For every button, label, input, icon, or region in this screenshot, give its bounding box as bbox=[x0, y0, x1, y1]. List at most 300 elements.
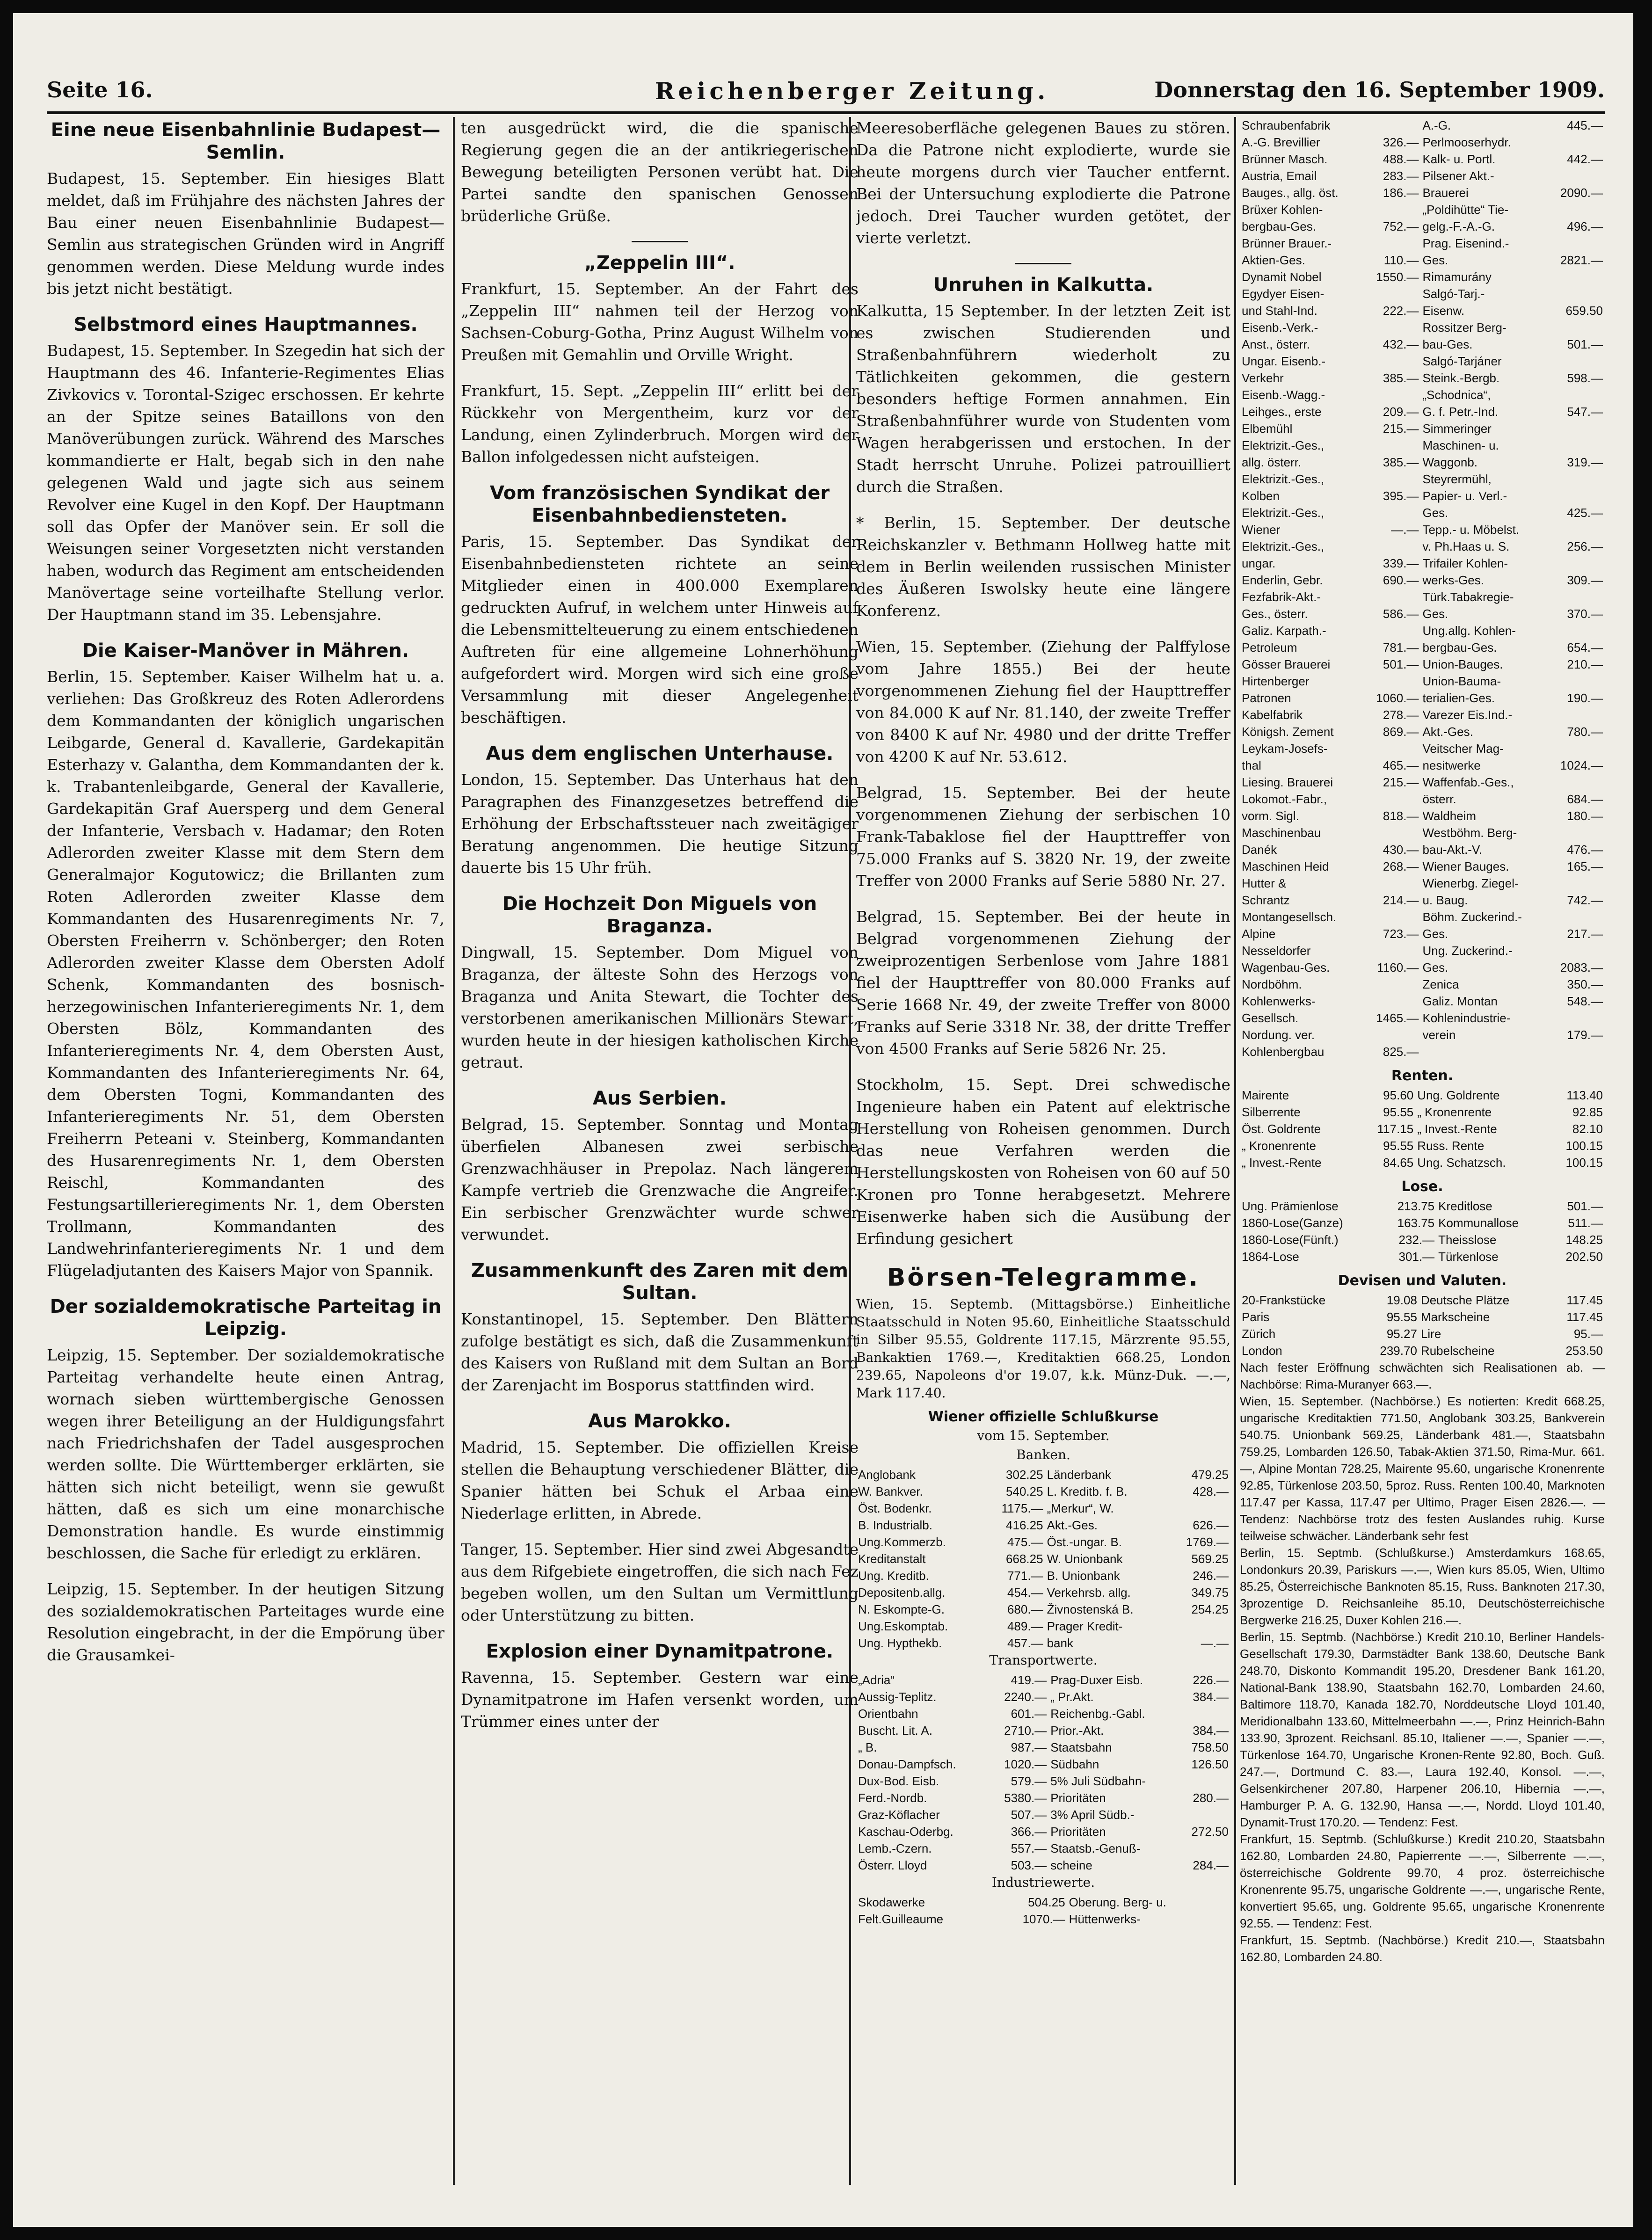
quote-name: Prag. Eisenind.- bbox=[1422, 236, 1509, 250]
quote-value: 771.— bbox=[1007, 1569, 1043, 1583]
quote-name: Prioritäten bbox=[1050, 1791, 1106, 1805]
quote-row bbox=[1240, 824, 1605, 841]
quote-name: Pilsener Akt.- bbox=[1422, 169, 1494, 183]
quote-name: Aussig-Teplitz. bbox=[858, 1690, 937, 1704]
issue-date: Donnerstag den 16. September 1909. bbox=[1154, 77, 1605, 102]
article-body: Madrid, 15. September. Die offiziellen Kreise stellen die Behauptung verschiedener Blätter, die Spanier hätten bei Schuk el Arbaa eine Niederlage erlitten, in Abrede. bbox=[461, 1438, 859, 1522]
quote-name: Salgó-Tarjáner bbox=[1422, 354, 1502, 368]
article-body: Belgrad, 15. September. Bei der heute vorgenommenen Ziehung der serbischen 10 Frank-Tabaklose fiel der Haupttreffer von 75.000 Franks auf S. 3820 Nr. 19, der zweite Treffer von 2000 Franks auf Serie 5880 Nr. 27. bbox=[856, 784, 1230, 890]
quote-name: Aktien-Ges. bbox=[1242, 253, 1305, 267]
quote-name: Petroleum bbox=[1242, 640, 1297, 655]
quote-name: Eisenb.-Wagg.- bbox=[1242, 388, 1325, 402]
article-body: ten ausgedrückt wird, die die spanische Regierung gegen die an der antikriegerischen Bewegung beteiligten Personen verübt hat. Die Partei sandte den spanischen Genossen brüderliche Grüße. bbox=[461, 119, 859, 225]
quote-value: 504.25 bbox=[1028, 1895, 1065, 1909]
quote-value: 319.— bbox=[1567, 455, 1603, 469]
quote-row bbox=[1240, 1104, 1605, 1120]
quote-row bbox=[856, 1739, 1230, 1756]
quote-row bbox=[1240, 1248, 1605, 1265]
article-body: Tanger, 15. September. Hier sind zwei Abgesandte aus dem Rifgebiete eingetroffen, die sich nach Fez begeben wollen, um den Sultan um Vermittlung oder Unterstützung zu bitten. bbox=[461, 1540, 859, 1624]
quote-value: 95.27 bbox=[1386, 1327, 1417, 1341]
quote-name: Österr. Lloyd bbox=[858, 1858, 927, 1872]
quote-value bbox=[1363, 993, 1420, 1010]
quote-value: 186.— bbox=[1383, 186, 1419, 200]
quote-row bbox=[1240, 858, 1605, 875]
article-body: Meeresoberfläche gelegenen Baues zu stören. Da die Patrone nicht explodierte, wurde sie heute morgens durch vier Taucher entfernt. Bei der Untersuchung explodierte die Patrone jedoch. Drei Taucher wurden getötet, der vierte verletzt. bbox=[856, 119, 1230, 247]
quote-name: Zenica bbox=[1422, 977, 1459, 991]
quote-value bbox=[1177, 1773, 1230, 1789]
column-rule bbox=[1234, 117, 1236, 2185]
quote-name: Graz-Köflacher bbox=[858, 1808, 940, 1822]
quote-name: u. Baug. bbox=[1422, 893, 1468, 907]
article bbox=[856, 512, 1230, 622]
article-body: Frankfurt, 15. Sept. „Zeppelin III“ erlitt bei der Rückkehr von Mergentheim, kurz vor der Landung, einen Zylinderbruch. Morgen wird der Ballon infolgedessen nicht aufsteigen. bbox=[461, 382, 859, 466]
quote-value bbox=[1363, 504, 1420, 521]
quote-row bbox=[1240, 370, 1605, 386]
quote-value: 384.— bbox=[1193, 1690, 1229, 1704]
quote-name: Buscht. Lit. A. bbox=[858, 1724, 932, 1738]
quote-value: 180.— bbox=[1567, 809, 1603, 823]
quote-value: 496.— bbox=[1567, 219, 1603, 233]
quote-name: Kalk- u. Portl. bbox=[1422, 152, 1496, 166]
quote-name: Nesseldorfer bbox=[1242, 944, 1311, 958]
quote-value: 1020.— bbox=[1004, 1757, 1047, 1771]
column-3 bbox=[856, 117, 1230, 2194]
boerse-title: Börsen-Telegramme. bbox=[887, 1264, 1200, 1292]
quote-value bbox=[1548, 521, 1605, 538]
quote-name: Prior.-Akt. bbox=[1050, 1724, 1104, 1738]
quote-name: Mairente bbox=[1242, 1088, 1289, 1102]
quote-value: 385.— bbox=[1383, 455, 1419, 469]
quote-name: Papier- u. Verl.- bbox=[1422, 489, 1507, 503]
quote-name: „ Pr.Akt. bbox=[1050, 1690, 1094, 1704]
quote-name: Wiener bbox=[1242, 523, 1281, 537]
quote-row bbox=[856, 1567, 1230, 1584]
quote-value: 366.— bbox=[1011, 1825, 1047, 1839]
quote-value bbox=[1548, 909, 1605, 925]
quote-name: Ges. bbox=[1422, 607, 1448, 621]
quote-name: Nordböhm. bbox=[1242, 977, 1302, 991]
market-note: Nach fester Eröffnung schwächten sich Realisationen ab. — Nachbörse: Rima-Muranyer 663.—. bbox=[1240, 1360, 1605, 1391]
quote-row bbox=[856, 1584, 1230, 1601]
article-headline: Eine neue Eisenbahnlinie Budapest—Semlin. bbox=[51, 119, 441, 163]
quote-row bbox=[1240, 201, 1605, 218]
quote-name: scheine bbox=[1050, 1858, 1092, 1872]
quote-value: 349.75 bbox=[1191, 1585, 1229, 1600]
article bbox=[856, 1074, 1230, 1250]
quote-name: Böhm. Zuckerind.- bbox=[1422, 910, 1522, 924]
quote-value: 780.— bbox=[1567, 725, 1603, 739]
quote-name: Zürich bbox=[1242, 1327, 1276, 1341]
quote-name: Gösser Brauerei bbox=[1242, 657, 1331, 671]
quote-value: 1070.— bbox=[1022, 1912, 1065, 1926]
quote-name: Dux-Bod. Eisb. bbox=[858, 1774, 939, 1788]
quote-value: 339.— bbox=[1383, 556, 1419, 570]
quote-value: 1465.— bbox=[1376, 1011, 1419, 1025]
quote-name: Öst. Bodenkr. bbox=[858, 1501, 932, 1515]
quote-value bbox=[1363, 1026, 1420, 1043]
quote-row bbox=[1240, 151, 1605, 167]
quote-value bbox=[1363, 673, 1420, 690]
quote-value bbox=[1548, 269, 1605, 285]
quote-row bbox=[1240, 690, 1605, 706]
quote-value: 454.— bbox=[1007, 1585, 1043, 1600]
quote-row bbox=[1240, 1198, 1605, 1215]
quote-name: N. Eskompte-G. bbox=[858, 1602, 945, 1616]
quote-name: Egydyer Eisen- bbox=[1242, 287, 1325, 301]
quote-name: Galiz. Karpath.- bbox=[1242, 624, 1326, 638]
quote-row bbox=[1240, 184, 1605, 201]
quote-row bbox=[1240, 353, 1605, 370]
quote-value bbox=[1363, 909, 1420, 925]
quote-row bbox=[1240, 403, 1605, 420]
quote-name: Ung. Zuckerind.- bbox=[1422, 944, 1513, 958]
article-headline: Vom französischen Syndikat der Eisenbahnbediensteten. bbox=[489, 482, 830, 526]
quote-name: Kohlenbergbau bbox=[1242, 1045, 1325, 1059]
quote-value: 117.45 bbox=[1566, 1293, 1603, 1307]
quote-name: Türkenlose bbox=[1438, 1250, 1499, 1264]
article bbox=[856, 636, 1230, 768]
quote-row bbox=[856, 1500, 1230, 1517]
quote-name: Brünner Masch. bbox=[1242, 152, 1328, 166]
quote-value: 2710.— bbox=[1004, 1724, 1047, 1738]
article-body: Belgrad, 15. September. Bei der heute in Belgrad vorgenommenen Ziehung der zweiprozentigen Serbenlose vom Jahre 1881 fiel der Haupttreffer von 80.000 Franks auf Serie 1668 Nr. 49, der zweite Treffer von 8000 Franks auf Serie 3318 Nr. 38, der dritte Treffer von 4500 Franks auf Serie 5826 Nr. 25. bbox=[856, 908, 1230, 1058]
quote-value: 268.— bbox=[1383, 859, 1419, 873]
quote-name: Tepp.- u. Möbelst. bbox=[1422, 523, 1520, 537]
quote-value: 92.85 bbox=[1572, 1105, 1603, 1119]
quote-value: 742.— bbox=[1567, 893, 1603, 907]
quote-value: 256.— bbox=[1567, 539, 1603, 553]
quote-value: 1550.— bbox=[1376, 270, 1419, 284]
quote-name: Union-Bauges. bbox=[1422, 657, 1503, 671]
column-rule bbox=[453, 117, 455, 2185]
quote-name: Oberung. Berg- u. bbox=[1069, 1895, 1166, 1909]
quote-name: Ung. Kreditb. bbox=[858, 1569, 929, 1583]
quote-row bbox=[856, 1635, 1230, 1651]
article-body: Frankfurt, 15. September. An der Fahrt des „Zeppelin III“ nahmen teil der Herzog von Sachsen-Coburg-Gotha, Prinz August Wilhelm von Preußen mit Gemahlin und Orville Wright. bbox=[461, 280, 859, 364]
quote-row bbox=[1240, 841, 1605, 858]
quote-value: 110.— bbox=[1383, 253, 1419, 267]
quote-row bbox=[856, 1534, 1230, 1550]
quote-name: Skodawerke bbox=[858, 1895, 925, 1909]
quote-name: „ Kronenrente bbox=[1417, 1105, 1492, 1119]
quote-value bbox=[1363, 437, 1420, 454]
quote-name: „Poldihütte“ Tie- bbox=[1422, 203, 1508, 217]
quote-name: Rubelscheine bbox=[1420, 1344, 1495, 1358]
quote-value bbox=[1548, 471, 1605, 487]
quote-row bbox=[1240, 504, 1605, 521]
quote-value bbox=[1363, 117, 1420, 134]
quote-name: Waggonb. bbox=[1422, 455, 1478, 469]
quote-row bbox=[1240, 942, 1605, 959]
quote-value bbox=[1363, 942, 1420, 959]
devisen-table bbox=[1240, 1292, 1605, 1359]
quote-name: Liesing. Brauerei bbox=[1242, 775, 1333, 789]
quote-row bbox=[856, 1823, 1230, 1840]
quote-value: 1060.— bbox=[1376, 691, 1419, 705]
quote-name: Königsh. Zement bbox=[1242, 725, 1334, 739]
quote-value: 601.— bbox=[1011, 1707, 1047, 1721]
article-body: Paris, 15. September. Das Syndikat der Eisenbahnbediensteten richtete an seine Mitglieder einen in 400.000 Exemplaren gedruckten Aufruf, in welchem unter Hinweis auf die Lebensmittelteuerung zu einem entschiedenen Auftreten für eine allgemeine Lohnerhöhung aufgefordert wird. Morgen wird sich eine große Versammlung mit dieser Angelegenheit beschäftigen. bbox=[461, 532, 859, 727]
quote-name: Lemb.-Czern. bbox=[858, 1841, 932, 1855]
transport-table bbox=[856, 1672, 1230, 1874]
quote-value bbox=[1548, 706, 1605, 723]
quote-value bbox=[1363, 791, 1420, 807]
quote-name: Eisenb.-Verk.- bbox=[1242, 320, 1318, 335]
quote-name: Wiener Bauges. bbox=[1422, 859, 1509, 873]
quote-value: 586.— bbox=[1383, 607, 1419, 621]
quote-name: Ung.Eskomptab. bbox=[858, 1619, 948, 1633]
quote-value: 190.— bbox=[1567, 691, 1603, 705]
quote-name: Elektrizit.-Ges., bbox=[1242, 438, 1325, 452]
quote-row bbox=[1240, 555, 1605, 572]
quote-value bbox=[1177, 1806, 1230, 1823]
quote-row bbox=[1240, 1137, 1605, 1154]
quote-name: Patronen bbox=[1242, 691, 1291, 705]
quote-value: 2821.— bbox=[1560, 253, 1603, 267]
quote-value: 1024.— bbox=[1560, 758, 1603, 772]
frankfurt-nachboerse: Frankfurt, 15. Septmb. (Nachbörse.) Kredit 210.—, Staatsbahn 162.80, Lombarden 24.80. bbox=[1240, 1933, 1605, 1964]
quote-value: 254.25 bbox=[1191, 1602, 1229, 1616]
article-body: Konstantinopel, 15. September. Den Blättern zufolge bestätigt es sich, daß die Zusammenkunft des Kaisers von Rußland mit dem Sultan an Bord der Zarenjacht im Bosporus stattfinden wird. bbox=[461, 1310, 859, 1394]
quote-name: Verkehr bbox=[1242, 371, 1284, 385]
quote-value bbox=[1363, 589, 1420, 605]
quote-name: ungar. bbox=[1242, 556, 1276, 570]
quote-name: v. Ph.Haas u. S. bbox=[1422, 539, 1510, 553]
quote-value: 869.— bbox=[1383, 725, 1419, 739]
quote-name: Ges. bbox=[1422, 506, 1448, 520]
article bbox=[47, 1578, 444, 1666]
quote-value: 818.— bbox=[1383, 809, 1419, 823]
article-headline: Zusammenkunft des Zaren mit dem Sultan. bbox=[471, 1260, 848, 1304]
quote-value: 215.— bbox=[1383, 775, 1419, 789]
quote-value: —.— bbox=[1391, 523, 1419, 537]
quote-row bbox=[1240, 521, 1605, 538]
article bbox=[461, 380, 859, 468]
quote-value: 758.50 bbox=[1191, 1740, 1229, 1754]
article-headline: Aus Serbien. bbox=[593, 1088, 727, 1109]
renten-title: Renten. bbox=[1391, 1068, 1454, 1084]
article-body: London, 15. September. Das Unterhaus hat den Paragraphen des Finanzgesetzes betreffend die Erhöhung der Erbschaftssteuer nach zweitägiger Beratung angenommen. Die heutige Sitzung dauerte bis 15 Uhr früh. bbox=[461, 771, 859, 877]
quote-name: bau-Akt.-V. bbox=[1422, 843, 1483, 857]
quote-name: bank bbox=[1047, 1636, 1073, 1650]
quote-value: —.— bbox=[1201, 1636, 1229, 1650]
quote-row bbox=[856, 1894, 1230, 1911]
quote-value: 425.— bbox=[1567, 506, 1603, 520]
quote-value: 476.— bbox=[1567, 843, 1603, 857]
quote-value: 95.55 bbox=[1386, 1310, 1417, 1324]
quote-value bbox=[1548, 673, 1605, 690]
article bbox=[461, 1538, 859, 1626]
quote-name: Simmeringer bbox=[1422, 422, 1492, 436]
article-headline: Aus Marokko. bbox=[588, 1411, 731, 1432]
quote-name: Ung. Schatzsch. bbox=[1417, 1156, 1506, 1170]
quote-value bbox=[1225, 1911, 1230, 1927]
quote-name: Brauerei bbox=[1422, 186, 1469, 200]
quote-name: Austria, Email bbox=[1242, 169, 1317, 183]
quote-value bbox=[1363, 875, 1420, 892]
quote-value bbox=[1548, 201, 1605, 218]
article-body: Leipzig, 15. September. In der heutigen Sitzung des sozialdemokratischen Parteitages wurde eine Resolution eingebracht, in der die Empörung über die Grausamkei- bbox=[47, 1580, 444, 1664]
quote-name: Ges. bbox=[1422, 253, 1448, 267]
quote-value: 479.25 bbox=[1191, 1468, 1229, 1482]
quote-value: 501.— bbox=[1567, 337, 1603, 351]
quote-name: Paris bbox=[1242, 1310, 1270, 1324]
quote-value: 680.— bbox=[1007, 1602, 1043, 1616]
quote-name: Kohlenindustrie- bbox=[1422, 1011, 1511, 1025]
quote-name: Akt.-Ges. bbox=[1422, 725, 1473, 739]
quote-row bbox=[1240, 454, 1605, 471]
quote-value: 214.— bbox=[1383, 893, 1419, 907]
quote-name: Staatsb.-Genuß- bbox=[1050, 1841, 1141, 1855]
quote-name: Öst. Goldrente bbox=[1242, 1122, 1321, 1136]
quote-value: 659.50 bbox=[1565, 304, 1603, 318]
quote-row bbox=[1240, 757, 1605, 774]
quote-value: 395.— bbox=[1383, 489, 1419, 503]
quote-row bbox=[1240, 909, 1605, 925]
quote-value bbox=[1363, 319, 1420, 336]
quote-value bbox=[1168, 1500, 1231, 1517]
quote-name: „ Kronenrente bbox=[1242, 1139, 1316, 1153]
article bbox=[461, 482, 859, 728]
quote-name: Kreditlose bbox=[1438, 1199, 1492, 1213]
quote-name: vorm. Sigl. bbox=[1242, 809, 1299, 823]
quote-value: 215.— bbox=[1383, 422, 1419, 436]
quote-row bbox=[856, 1756, 1230, 1773]
quote-name: Steyrermühl, bbox=[1422, 472, 1492, 486]
quote-row bbox=[1240, 319, 1605, 336]
quote-value bbox=[1363, 471, 1420, 487]
quote-value bbox=[1548, 875, 1605, 892]
quote-row bbox=[856, 1789, 1230, 1806]
quote-value bbox=[1177, 1840, 1230, 1857]
quote-name: L. Kreditb. f. B. bbox=[1047, 1484, 1128, 1498]
article bbox=[461, 252, 859, 366]
quote-value: 163.75 bbox=[1397, 1216, 1435, 1230]
quote-row bbox=[1240, 218, 1605, 235]
quote-name: Hirtenberger bbox=[1242, 674, 1310, 688]
quote-name: Montangesellsch. bbox=[1242, 910, 1337, 924]
quote-name: Steink.-Bergb. bbox=[1422, 371, 1500, 385]
quote-name: Lokomot.-Fabr., bbox=[1242, 792, 1327, 806]
quote-value: 475.— bbox=[1007, 1535, 1043, 1549]
quote-row bbox=[1240, 1087, 1605, 1104]
quote-row bbox=[1240, 622, 1605, 639]
quote-row bbox=[856, 1705, 1230, 1722]
article bbox=[856, 782, 1230, 892]
quote-name: „ Invest.-Rente bbox=[1417, 1122, 1497, 1136]
quote-name: verein bbox=[1422, 1028, 1456, 1042]
quote-name bbox=[1420, 1043, 1547, 1060]
quote-name: Ung. Hypthekb. bbox=[858, 1636, 942, 1650]
wien-nachboerse: Wien, 15. September. (Nachbörse.) Es notierten: Kredit 668.25, ungarische Kreditaktien 771.50, Anglobank 303.25, Bankverein 540.75. Unionbank 569.25, Länderbank 481.—, Staatsbahn 759.25, Lombarden 126.50, Tabak-Aktien 371.50, Rima-Mur. 661.—, Alpine Montan 728.25, Mairente 95.60, ungarische Kronenrente 92.85, Türkenlose 203.50, 5proz. Russ. Renten 100.40, Marknoten 117.47 per Kassa, 117.47 per Ultimo, Prager Eisen 2826.—. — Tendenz: Nachbörse trotz des festen Auslandes ruhig. Kurse teilweise schwächer. Länderbank sehr fest bbox=[1240, 1394, 1605, 1543]
quote-name: Ung. Goldrente bbox=[1417, 1088, 1500, 1102]
quote-name: Staatsbahn bbox=[1050, 1740, 1112, 1754]
article bbox=[856, 117, 1230, 249]
quote-name: Elbemühl bbox=[1242, 422, 1293, 436]
quote-row bbox=[856, 1840, 1230, 1857]
quote-name: Deutsche Plätze bbox=[1420, 1293, 1510, 1307]
quote-value: 370.— bbox=[1567, 607, 1603, 621]
newspaper-title: Reichenberger Zeitung. bbox=[655, 77, 1049, 105]
article bbox=[856, 906, 1230, 1060]
article bbox=[47, 1295, 444, 1564]
article bbox=[856, 274, 1230, 498]
quote-name: gelg.-F.-A.-G. bbox=[1422, 219, 1495, 233]
separator bbox=[632, 241, 688, 242]
banken-title: Banken. bbox=[1016, 1447, 1070, 1462]
wien-mittagsboerse: Wien, 15. Septemb. (Mittagsbörse.) Einheitliche Staatsschuld in Noten 95.60, Einheitliche Staatsschuld in Silber 95.55, Goldrente 117.15, Märzrente 95.55, Bankaktien 1769.—, Kreditaktien 668.25, London 239.65, Napoleons d'or 19.07, k.k. Münz-Duk. —.—, Mark 117.40. bbox=[856, 1296, 1230, 1401]
quote-name: Markscheine bbox=[1420, 1310, 1490, 1324]
quote-name: Bauges., allg. öst. bbox=[1242, 186, 1339, 200]
quote-name: 3% April Südb.- bbox=[1050, 1808, 1135, 1822]
quote-value: 222.— bbox=[1383, 304, 1419, 318]
quote-name: Südbahn bbox=[1050, 1757, 1099, 1771]
quote-value: 465.— bbox=[1383, 758, 1419, 772]
quote-name: Reichenbg.-Gabl. bbox=[1050, 1707, 1145, 1721]
quote-name: nesitwerke bbox=[1422, 758, 1481, 772]
quote-value bbox=[1548, 555, 1605, 572]
lose-title: Lose. bbox=[1401, 1178, 1443, 1195]
quote-value: 1769.— bbox=[1186, 1535, 1229, 1549]
quote-name: „ Invest.-Rente bbox=[1242, 1156, 1322, 1170]
quote-name: Maschinenbau bbox=[1242, 826, 1321, 840]
quote-name: Živnostenská B. bbox=[1047, 1602, 1134, 1616]
quote-name: Dynamit Nobel bbox=[1242, 270, 1322, 284]
quote-value: 179.— bbox=[1567, 1028, 1603, 1042]
quote-value bbox=[1548, 420, 1605, 437]
quote-value: 511.— bbox=[1568, 1216, 1603, 1230]
quote-row bbox=[1240, 117, 1605, 134]
quote-value: 213.75 bbox=[1397, 1199, 1435, 1213]
quote-value: 430.— bbox=[1383, 843, 1419, 857]
quote-name: Theisslose bbox=[1438, 1233, 1497, 1247]
berlin-schlusskurse: Berlin, 15. Septmb. (Schlußkurse.) Amsterdamkurs 168.65, Londonkurs 20.39, Pariskurs —.—, Wien kurs 85.05, Wien, Ultimo 85.25, Österreichische Banknoten 85.15, Russ. Banknoten 217.30, 3prozentige D. Reichsanleihe 85.10, Deutschösterreichische Bergwerke 216.25, Duxer Kohlen 216.—. bbox=[1240, 1546, 1605, 1627]
quote-value: 457.— bbox=[1007, 1636, 1043, 1650]
quote-value: 507.— bbox=[1011, 1808, 1047, 1822]
quote-value: 2090.— bbox=[1560, 186, 1603, 200]
quote-row bbox=[1240, 1026, 1605, 1043]
quote-value: 690.— bbox=[1383, 573, 1419, 587]
quote-value bbox=[1548, 774, 1605, 791]
quote-name: Russ. Rente bbox=[1417, 1139, 1485, 1153]
quote-value: 239.70 bbox=[1380, 1344, 1417, 1358]
quote-value: 100.15 bbox=[1565, 1139, 1603, 1153]
quote-name: 1864-Lose bbox=[1242, 1250, 1299, 1264]
quote-name: Elektrizit.-Ges., bbox=[1242, 506, 1325, 520]
article-headline: Die Kaiser-Manöver in Mähren. bbox=[82, 640, 409, 662]
quote-row bbox=[1240, 589, 1605, 605]
quote-row bbox=[1240, 892, 1605, 909]
quote-name: G. f. Petr.-Ind. bbox=[1422, 405, 1499, 419]
quote-name: Kabelfabrik bbox=[1242, 708, 1303, 722]
quote-value: 84.65 bbox=[1383, 1156, 1414, 1170]
quote-name: Galiz. Montan bbox=[1422, 994, 1498, 1008]
quote-row bbox=[1240, 252, 1605, 269]
quote-name: Ferd.-Nordb. bbox=[858, 1791, 927, 1805]
quote-name: A.-G. Brevillier bbox=[1242, 135, 1320, 149]
quote-value: 113.40 bbox=[1566, 1088, 1603, 1102]
quote-value: 547.— bbox=[1567, 405, 1603, 419]
quote-value: 82.10 bbox=[1572, 1122, 1603, 1136]
quote-value bbox=[1168, 1618, 1231, 1635]
quote-value: 598.— bbox=[1567, 371, 1603, 385]
quote-name: „Schodnica“, bbox=[1422, 388, 1491, 402]
quote-value: 117.45 bbox=[1566, 1310, 1603, 1324]
quote-name: Felt.Guilleaume bbox=[858, 1912, 944, 1926]
quote-name: 20-Frankstücke bbox=[1242, 1293, 1326, 1307]
quote-value: 684.— bbox=[1567, 792, 1603, 806]
quote-value: 1160.— bbox=[1377, 960, 1419, 975]
